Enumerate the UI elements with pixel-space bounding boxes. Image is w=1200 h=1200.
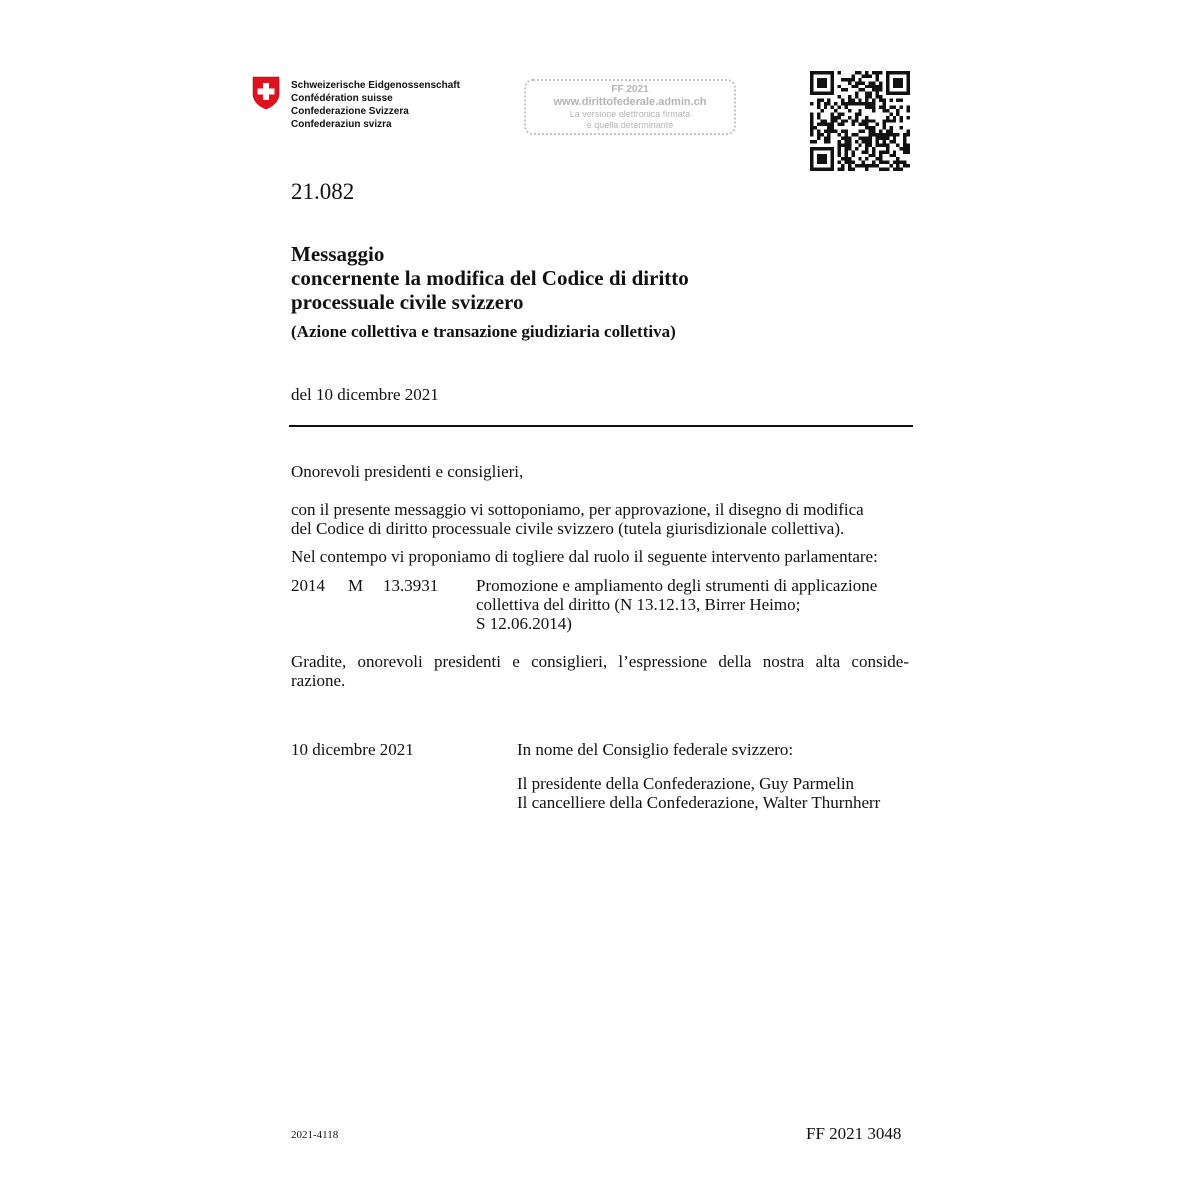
intervention-description-line: S 12.06.2014): [476, 614, 572, 633]
intervention-description: [476, 576, 877, 633]
title-line: concernente la modifica del Codice di diritto: [291, 266, 689, 290]
closing-paragraph: [291, 652, 909, 690]
footer-page-ref: FF 2021 3048: [806, 1124, 902, 1143]
confederation-names: [291, 79, 460, 131]
electronic-version-stamp: [524, 79, 736, 135]
signature-date: 10 dicembre 2021: [291, 740, 414, 759]
title-line: Messaggio: [291, 242, 385, 266]
stamp-line-1: FF 2021: [611, 84, 649, 95]
qr-code-icon: [810, 71, 910, 171]
document-number: 21.082: [291, 179, 355, 204]
document-date: del 10 dicembre 2021: [291, 385, 439, 404]
document-subtitle: (Azione collettiva e transazione giudiziaria collettiva): [291, 322, 676, 341]
intervention-number: 13.3931: [383, 576, 439, 595]
paragraph-line: del Codice di diritto processuale civile svizzero (tutela giurisdizionale collettiva).: [291, 519, 845, 538]
paragraph-line: con il presente messaggio vi sottoponiamo, per approvazione, il disegno di modifica: [291, 500, 864, 519]
paragraph-approval: [291, 500, 864, 538]
swiss-cross-icon: [252, 76, 280, 110]
intervention-description-line: Promozione e ampliamento degli strumenti di applicazione: [476, 576, 878, 595]
intervention-description-line: collettiva del diritto (N 13.12.13, Birrer Heimo;: [476, 595, 801, 614]
document-title: [291, 242, 689, 314]
signer-chancellor: Il cancelliere della Confederazione, Walter Thurnherr: [517, 793, 881, 812]
signer-president: Il presidente della Confederazione, Guy Parmelin: [517, 774, 855, 793]
stamp-line-4: è quella determinante: [586, 120, 674, 130]
confederation-name-rm: Confederaziun svizra: [291, 119, 392, 130]
closing-line: razione.: [291, 671, 346, 690]
confederation-name-fr: Confédération suisse: [291, 93, 393, 104]
stamp-line-2: www.dirittofederale.admin.ch: [553, 96, 707, 108]
stamp-line-3: La versione elettronica firmata: [569, 109, 691, 119]
closing-line: Gradite, onorevoli presidenti e consiglieri, l’espressione della nostra alta conside-: [291, 652, 909, 671]
confederation-name-it: Confederazione Svizzera: [291, 106, 409, 117]
divider: [289, 425, 913, 427]
footer-doc-id: 2021-4118: [291, 1129, 339, 1141]
signers: [517, 774, 880, 812]
intervention-year: 2014: [291, 576, 325, 595]
signature-on-behalf: In nome del Consiglio federale svizzero:: [517, 740, 794, 759]
salutation: Onorevoli presidenti e consiglieri,: [291, 462, 524, 481]
confederation-name-de: Schweizerische Eidgenossenschaft: [291, 80, 460, 91]
title-line: processuale civile svizzero: [291, 290, 524, 314]
intervention-type: M: [348, 576, 364, 595]
paragraph-intervention: Nel contempo vi proponiamo di togliere dal ruolo il seguente intervento parlamentare:: [291, 547, 878, 566]
